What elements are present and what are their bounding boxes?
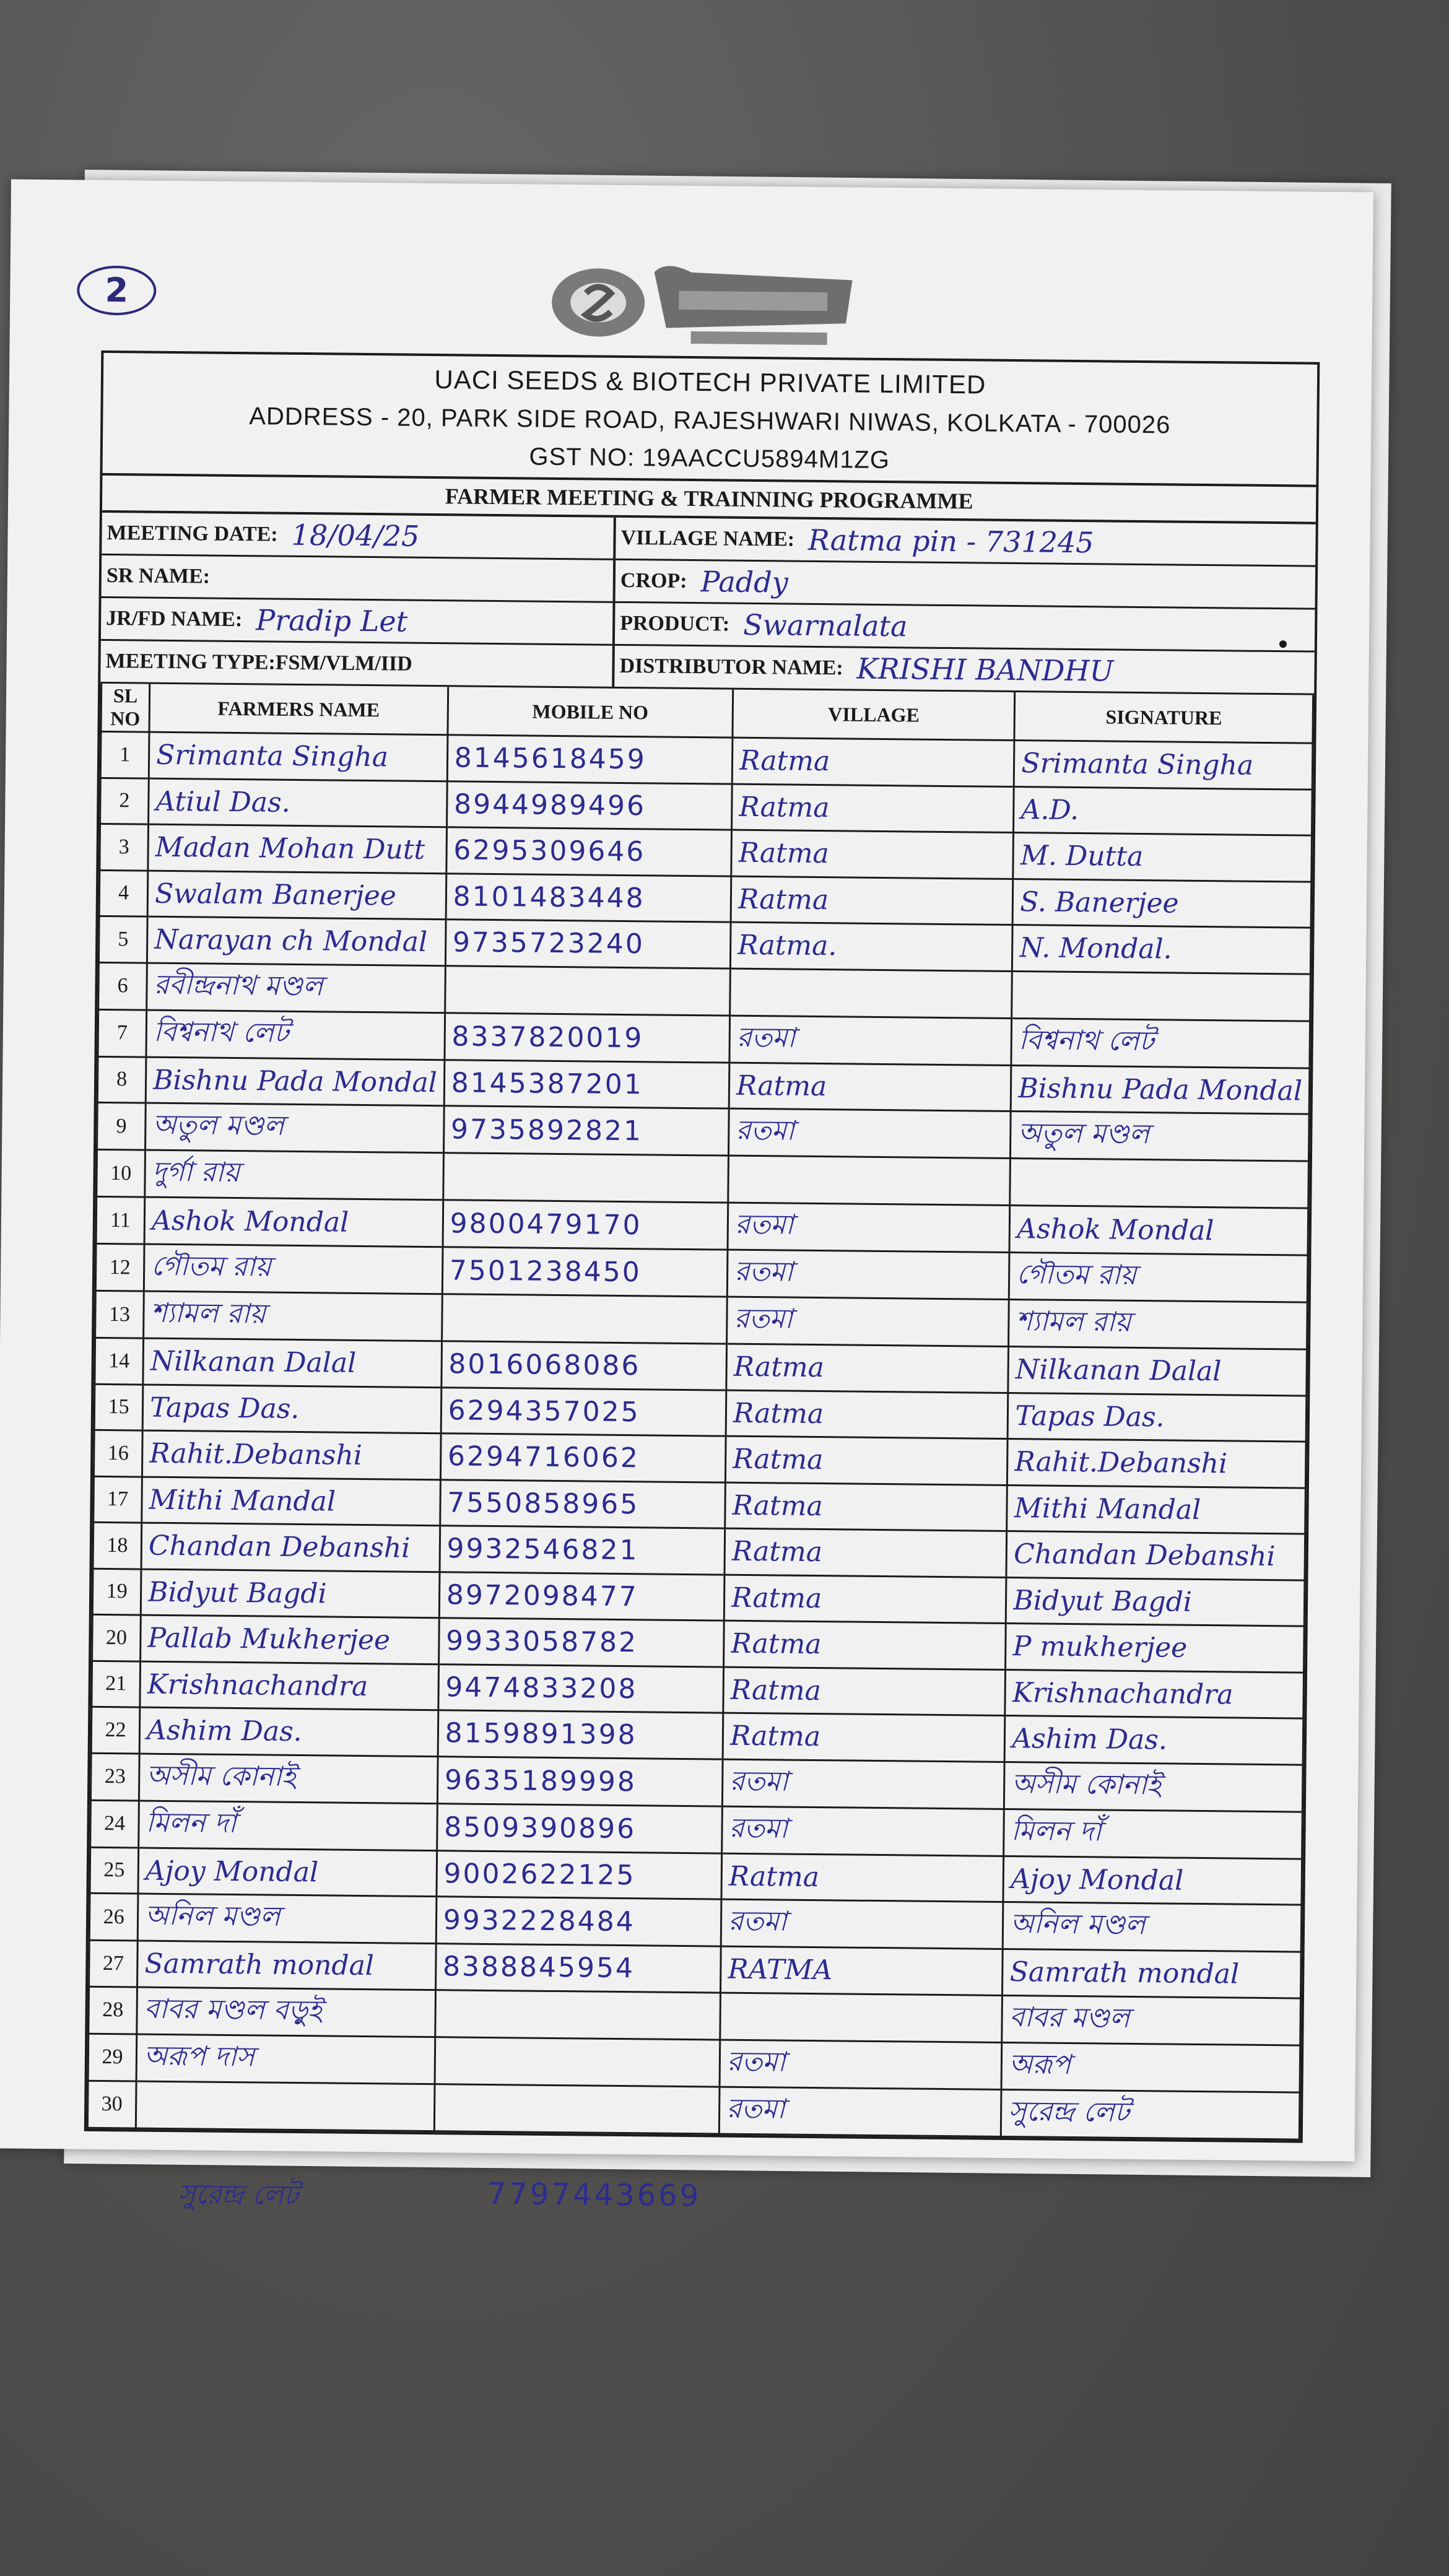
extra-entry-name: সুরেন্দ্র লেট	[177, 2178, 299, 2212]
product-value: Swarnalata	[742, 607, 908, 643]
row-village-cell: Ratma	[725, 1482, 1007, 1531]
row-mobile-cell: 8509390896	[437, 1803, 722, 1853]
row-signature-cell: অসীম কোনাই	[1004, 1762, 1303, 1812]
meeting-form	[84, 350, 1320, 2143]
company-header	[103, 353, 1318, 485]
col-header-sl: SL NO	[101, 684, 150, 732]
distributor-field	[614, 646, 1315, 695]
row-signature-cell: Mithi Mandal	[1007, 1485, 1305, 1534]
row-sl-cell: 29	[88, 2034, 137, 2081]
row-village-cell: Ratma	[726, 1436, 1008, 1485]
farmers-table	[87, 684, 1314, 2140]
document-page	[0, 179, 1373, 2214]
row-village-cell: Ratma.	[731, 922, 1013, 971]
company-gst: GST NO: 19AACCU5894M1ZG	[529, 443, 890, 474]
row-signature-cell: Rahit.Debanshi	[1007, 1438, 1306, 1487]
row-village-cell: Ratma	[732, 738, 1014, 786]
row-mobile-cell: 9800479170	[443, 1200, 728, 1250]
row-signature-cell: Chandan Debanshi	[1006, 1531, 1305, 1580]
row-signature-cell: P mukherjee	[1006, 1623, 1304, 1672]
row-sl-cell: 17	[94, 1476, 142, 1523]
row-signature-cell: Ashim Das.	[1004, 1715, 1303, 1764]
row-sl-cell: 28	[89, 1986, 137, 2034]
row-village-cell: রতমা	[727, 1297, 1009, 1346]
row-name-cell: Krishnachandra	[140, 1661, 438, 1710]
row-mobile-cell	[435, 1990, 720, 2039]
sr-name-field	[102, 555, 616, 603]
meeting-type-label: MEETING TYPE:FSM/VLM/IID	[105, 649, 412, 676]
row-sl-cell: 24	[90, 1800, 139, 1848]
row-signature-cell: Ajoy Mondal	[1003, 1856, 1302, 1905]
page-number-mark: 2	[77, 265, 157, 315]
row-signature-cell: বিশ্বনাথ লেট	[1011, 1018, 1310, 1068]
row-signature-cell: অরূপ	[1001, 2042, 1300, 2092]
col-header-name: FARMERS NAME	[149, 684, 448, 735]
row-signature-cell	[1012, 971, 1310, 1021]
row-name-cell: মিলন দাঁ	[139, 1801, 437, 1851]
row-signature-cell: সুরেন্দ্র লেট	[1001, 2089, 1300, 2139]
row-signature-cell: Ashok Mondal	[1009, 1206, 1308, 1256]
crop-value: Paddy	[700, 565, 788, 599]
extra-entry-mobile: 7797443669	[487, 2176, 702, 2214]
row-village-cell: রতমা	[728, 1203, 1010, 1252]
product-field	[615, 603, 1315, 653]
row-village-cell: রতমা	[721, 1899, 1003, 1949]
row-sl-cell: 19	[92, 1569, 141, 1615]
row-mobile-cell: 9735723240	[445, 920, 731, 968]
row-sl-cell: 2	[100, 778, 149, 824]
row-mobile-cell: 9932228484	[436, 1897, 721, 1946]
row-mobile-cell: 8101483448	[446, 873, 731, 922]
row-name-cell: Ashok Mondal	[144, 1197, 443, 1247]
row-village-cell: রতমা	[720, 2040, 1002, 2089]
sr-name-label: SR NAME:	[106, 564, 211, 588]
row-mobile-cell	[442, 1294, 727, 1344]
row-village-cell: Ratma	[731, 830, 1014, 879]
row-name-cell: Ajoy Mondal	[138, 1848, 437, 1897]
row-name-cell: Bidyut Bagdi	[141, 1569, 439, 1618]
row-name-cell: বিশ্বনাথ লেট	[146, 1010, 445, 1060]
row-signature-cell: Krishnachandra	[1005, 1669, 1303, 1718]
meeting-date-label: MEETING DATE:	[107, 521, 278, 546]
row-mobile-cell	[443, 1153, 728, 1203]
row-name-cell: Rahit.Debanshi	[142, 1430, 441, 1479]
row-sl-cell: 18	[93, 1522, 142, 1569]
row-village-cell: রতমা	[722, 1806, 1004, 1856]
row-sl-cell: 25	[90, 1847, 139, 1894]
row-name-cell: Samrath mondal	[137, 1941, 436, 1990]
row-mobile-cell	[445, 965, 730, 1015]
row-sl-cell: 3	[100, 824, 149, 870]
meeting-date-value: 18/04/25	[291, 518, 420, 553]
row-sl-cell: 26	[89, 1893, 138, 1941]
row-name-cell: Atiul Das.	[149, 778, 447, 827]
row-sl-cell: 30	[87, 2081, 136, 2128]
row-mobile-cell: 9933058782	[438, 1618, 724, 1667]
row-mobile-cell: 8972098477	[439, 1572, 724, 1621]
row-mobile-cell: 6294716062	[440, 1434, 726, 1482]
row-village-cell: Ratma	[724, 1621, 1006, 1669]
row-village-cell: রতমা	[719, 2087, 1001, 2136]
col-header-signature: SIGNATURE	[1014, 692, 1313, 743]
row-name-cell: শ্যামল রায়	[144, 1291, 442, 1341]
row-signature-cell: বাবর মণ্ডল	[1002, 1995, 1300, 2045]
row-signature-cell: A.D.	[1014, 786, 1312, 835]
row-mobile-cell: 6295309646	[446, 827, 732, 876]
row-name-cell: অসীম কোনাই	[139, 1754, 438, 1804]
row-mobile-cell: 8944989496	[446, 781, 732, 830]
distributor-label: DISTRIBUTOR NAME:	[619, 654, 843, 680]
row-mobile-cell: 9474833208	[438, 1664, 724, 1713]
row-mobile-cell: 9932546821	[440, 1526, 725, 1575]
row-name-cell: দুর্গা রায়	[145, 1150, 443, 1200]
row-mobile-cell: 7550858965	[440, 1479, 725, 1528]
row-village-cell: Ratma	[724, 1528, 1007, 1577]
row-mobile-cell: 9002622125	[437, 1850, 722, 1899]
row-mobile-cell	[434, 2084, 720, 2133]
row-sl-cell: 14	[95, 1338, 144, 1384]
row-mobile-cell: 9735892821	[443, 1106, 729, 1155]
row-sl-cell: 15	[94, 1384, 143, 1430]
row-sl-cell: 21	[92, 1661, 141, 1707]
row-signature-cell: Nilkanan Dalal	[1008, 1346, 1307, 1395]
meeting-date-field	[102, 513, 616, 560]
row-signature-cell: S. Banerjee	[1012, 879, 1311, 928]
row-sl-cell: 16	[94, 1430, 142, 1476]
row-name-cell: Nilkanan Dalal	[143, 1338, 442, 1387]
row-village-cell: RATMA	[721, 1946, 1003, 1995]
row-signature-cell: মিলন দাঁ	[1004, 1809, 1302, 1859]
row-name-cell: Swalam Banerjee	[147, 871, 446, 920]
row-signature-cell: Bidyut Bagdi	[1006, 1577, 1305, 1626]
row-signature-cell: অনিল মণ্ডল	[1003, 1902, 1302, 1952]
row-mobile-cell: 8159891398	[438, 1710, 723, 1759]
distributor-value: KRISHI BANDHU	[856, 651, 1114, 688]
row-village-cell: Ratma	[723, 1667, 1006, 1716]
row-village-cell: Ratma	[724, 1575, 1006, 1624]
row-name-cell: অতুল মণ্ডল	[146, 1103, 444, 1153]
row-signature-cell: Bishnu Pada Mondal	[1011, 1065, 1310, 1114]
jrfd-name-value: Pradip Let	[256, 603, 408, 638]
row-sl-cell: 6	[98, 962, 147, 1010]
row-name-cell: Ashim Das.	[139, 1707, 438, 1756]
row-village-cell: রতমা	[729, 1016, 1012, 1065]
village-label: VILLAGE NAME:	[620, 526, 795, 551]
row-name-cell: বাবর মণ্ডল বড়ুই	[137, 1987, 435, 2037]
jrfd-name-label: JR/FD NAME:	[106, 606, 243, 632]
row-sl-cell: 12	[95, 1243, 144, 1291]
row-village-cell: Ratma	[726, 1344, 1009, 1393]
row-signature-cell: N. Mondal.	[1012, 925, 1311, 974]
table-body	[87, 731, 1313, 2139]
row-name-cell: Srimanta Singha	[149, 732, 447, 781]
row-sl-cell: 7	[98, 1009, 147, 1057]
row-name-cell: গৌতম রায়	[144, 1244, 442, 1294]
row-sl-cell: 11	[96, 1196, 145, 1244]
row-mobile-cell: 7501238450	[442, 1247, 728, 1297]
crop-label: CROP:	[620, 568, 687, 593]
row-name-cell: Chandan Debanshi	[141, 1523, 440, 1572]
row-village-cell: Ratma	[723, 1713, 1005, 1762]
row-village-cell: Ratma	[721, 1853, 1004, 1902]
row-signature-cell: M. Dutta	[1013, 833, 1312, 882]
row-sl-cell: 10	[97, 1149, 146, 1197]
row-mobile-cell: 8145387201	[444, 1060, 729, 1108]
row-village-cell: Ratma	[726, 1390, 1008, 1439]
crop-field	[616, 560, 1316, 610]
row-name-cell: Tapas Das.	[142, 1385, 441, 1434]
row-mobile-cell	[435, 2037, 720, 2086]
row-mobile-cell: 9635189998	[437, 1756, 723, 1806]
row-village-cell: রতমা	[727, 1250, 1009, 1299]
row-sl-cell: 4	[99, 870, 148, 916]
row-name-cell: Mithi Mandal	[142, 1477, 440, 1526]
row-mobile-cell: 6294357025	[441, 1387, 726, 1436]
village-field	[616, 518, 1316, 567]
row-signature-cell: অতুল মণ্ডল	[1011, 1112, 1309, 1162]
row-village-cell: Ratma	[729, 1063, 1011, 1112]
row-mobile-cell: 8337820019	[445, 1012, 730, 1062]
row-sl-cell: 22	[91, 1707, 140, 1753]
jrfd-name-field	[101, 598, 616, 646]
programme-title: FARMER MEETING & TRAINNING PROGRAMME	[102, 473, 1316, 522]
row-signature-cell: Tapas Das.	[1007, 1393, 1306, 1442]
row-signature-cell: শ্যামল রায়	[1009, 1299, 1307, 1349]
row-village-cell: রতমা	[729, 1108, 1011, 1158]
row-name-cell: Narayan ch Mondal	[147, 916, 446, 965]
village-value: Ratma pin - 731245	[807, 523, 1094, 560]
row-name-cell: অনিল মণ্ডল	[137, 1894, 436, 1944]
meeting-type-field	[100, 641, 615, 689]
row-sl-cell: 13	[95, 1290, 144, 1338]
row-sl-cell: 20	[92, 1614, 141, 1661]
company-name: UACI SEEDS & BIOTECH PRIVATE LIMITED	[434, 365, 986, 399]
row-signature-cell: Srimanta Singha	[1014, 741, 1313, 790]
row-village-cell: Ratma	[732, 784, 1014, 833]
product-label: PRODUCT:	[620, 611, 730, 636]
row-village-cell: রতমা	[723, 1759, 1005, 1809]
row-village-cell	[728, 1155, 1011, 1205]
row-name-cell: অরূপ দাস	[136, 2034, 435, 2084]
row-name-cell: Bishnu Pada Mondal	[146, 1057, 444, 1106]
company-address: ADDRESS - 20, PARK SIDE ROAD, RAJESHWARI NIWAS, KOLKATA - 700026	[249, 402, 1171, 439]
row-signature-cell: গৌতম রায়	[1009, 1252, 1308, 1302]
company-logo-icon	[505, 246, 877, 361]
row-village-cell: Ratma	[731, 876, 1013, 925]
row-sl-cell: 1	[100, 731, 149, 778]
meeting-info-grid	[100, 510, 1316, 695]
row-signature-cell	[1010, 1159, 1308, 1209]
row-village-cell	[730, 968, 1012, 1018]
row-name-cell	[136, 2081, 434, 2131]
row-sl-cell: 27	[89, 1940, 138, 1986]
row-mobile-cell: 8388845954	[435, 1944, 721, 1993]
row-sl-cell: 9	[97, 1102, 146, 1150]
row-name-cell: রবীন্দ্রনাথ মণ্ডল	[147, 963, 445, 1013]
row-sl-cell: 5	[98, 916, 147, 962]
row-mobile-cell: 8016068086	[442, 1341, 727, 1390]
row-mobile-cell: 8145618459	[447, 735, 733, 784]
row-village-cell	[720, 1993, 1003, 2042]
col-header-mobile: MOBILE NO	[448, 687, 733, 738]
row-name-cell: Pallab Mukherjee	[141, 1615, 439, 1664]
col-header-village: VILLAGE	[733, 690, 1015, 741]
row-sl-cell: 23	[90, 1753, 139, 1801]
row-sl-cell: 8	[97, 1056, 146, 1103]
row-name-cell: Madan Mohan Dutt	[148, 824, 446, 873]
row-signature-cell: Samrath mondal	[1003, 1949, 1301, 1998]
